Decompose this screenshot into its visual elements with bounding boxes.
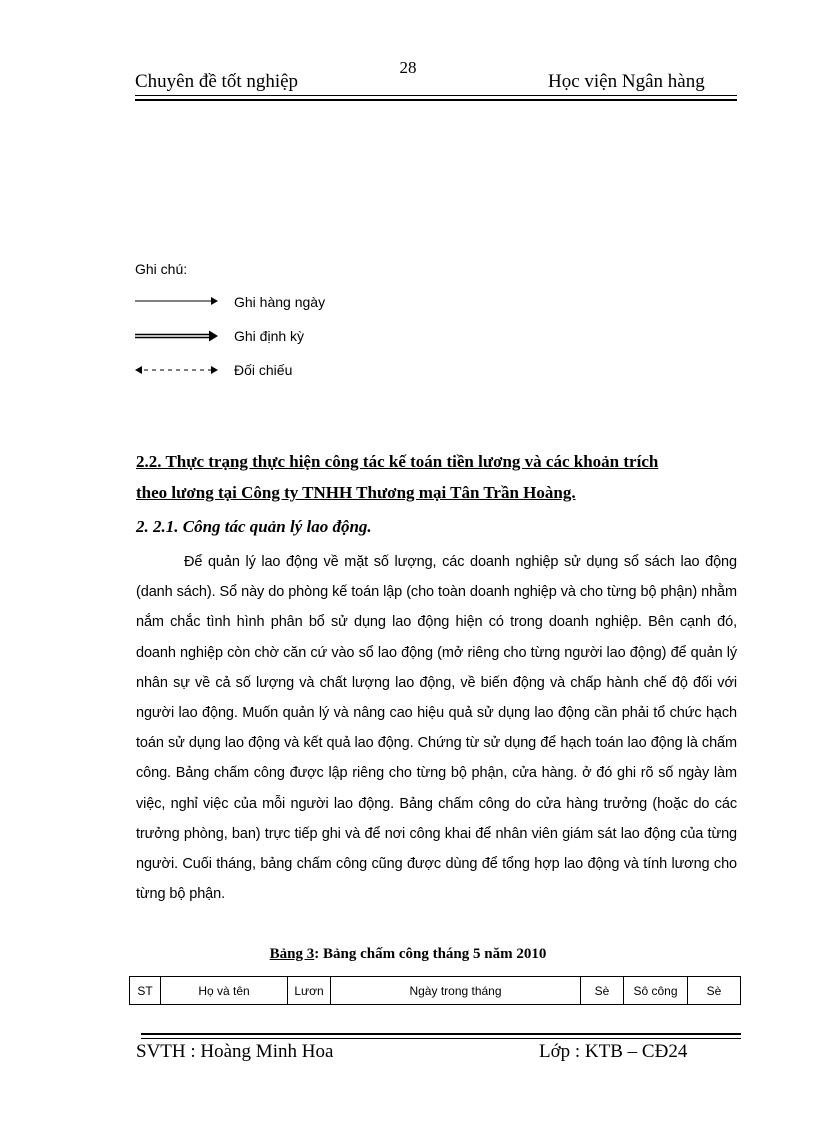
footer-student: SVTH : Hoàng Minh Hoa (136, 1041, 334, 1062)
dashed-double-arrow-icon (135, 363, 218, 377)
legend-label-periodic: Ghi định kỳ (234, 328, 305, 344)
attendance-table (129, 976, 741, 1005)
table-caption-label: Bảng 3 (269, 946, 315, 962)
footer-rule (141, 1038, 741, 1039)
body-paragraph: Để quản lý lao động về mặt số lượng, các doanh nghiệp sử dụng sổ sách lao động (danh sách). Sổ này do phòng kế toán lập (cho toàn doanh nghiệp và cho từng bộ phận) nhằm nắm chắc tình hình phân bổ sử dụng lao động hiện có trong doanh nghiệp. Bên cạnh đó, doanh nghiệp còn chờ căn cứ vào sổ lao động (mở riêng cho từng người lao động) để quản lý nhân sự về cả số lượng và chất lượng lao động, về biến động và chấp hành chế độ đối với người lao động. Muốn quản lý và nâng cao hiệu quả sử dụng lao động cần phải tổ chức hạch toán sử dụng lao động và kết quả lao động. Chứng từ sử dụng để hạch toán lao động là chấm công. Bảng chấm công được lập riêng cho từng bộ phận, cửa hàng. ở đó ghi rõ số ngày làm việc, nghỉ việc của mỗi người lao động. Bảng chấm công do cửa hàng trưởng (hoặc do các trưởng phòng, ban) trực tiếp ghi và để nơi công khai để nhân viên giám sát lao động của từng người. Cuối tháng, bảng chấm công cũng được dùng để tổng hợp lao động và tính lương cho từng bộ phận. (136, 554, 737, 903)
header-rule-thick (135, 99, 737, 101)
section-heading-line-1: 2.2. Thực trạng thực hiện công tác kế toán tiền lương và các khoản trích (136, 452, 659, 471)
page-number: 28 (399, 58, 417, 77)
subsection-heading: 2. 2.1. Công tác quản lý lao động. (136, 517, 372, 536)
legend-label-daily: Ghi hàng ngày (234, 294, 326, 310)
legend-title: Ghi chú: (135, 261, 188, 277)
col-header-salary: Lươn (288, 977, 331, 1005)
header-left-title: Chuyên đề tốt nghiệp (135, 71, 299, 92)
col-header-stt: ST (130, 977, 161, 1005)
col-header-count-2: Sè (688, 977, 741, 1005)
header-right-title: Học viện Ngân hàng (548, 71, 705, 92)
double-arrow-icon (135, 329, 218, 343)
footer-class: Lớp : KTB – CĐ24 (539, 1041, 688, 1062)
col-header-days: Ngày trong tháng (331, 977, 581, 1005)
col-header-workdays: Sô công (624, 977, 688, 1005)
table-caption-text: : Bảng chấm công tháng 5 năm 2010 (314, 946, 547, 962)
table-caption (0, 946, 816, 963)
table-header-row (130, 977, 741, 1005)
header-rule (135, 95, 737, 96)
col-header-name: Họ và tên (161, 977, 288, 1005)
footer-rule-thick (141, 1033, 741, 1035)
section-heading-line-2: theo lương tại Công ty TNHH Thương mại Tân Trần Hoàng. (136, 483, 576, 502)
col-header-count-1: Sè (581, 977, 624, 1005)
legend-label-reconcile: Đối chiếu (234, 362, 293, 378)
single-arrow-icon (135, 294, 218, 308)
